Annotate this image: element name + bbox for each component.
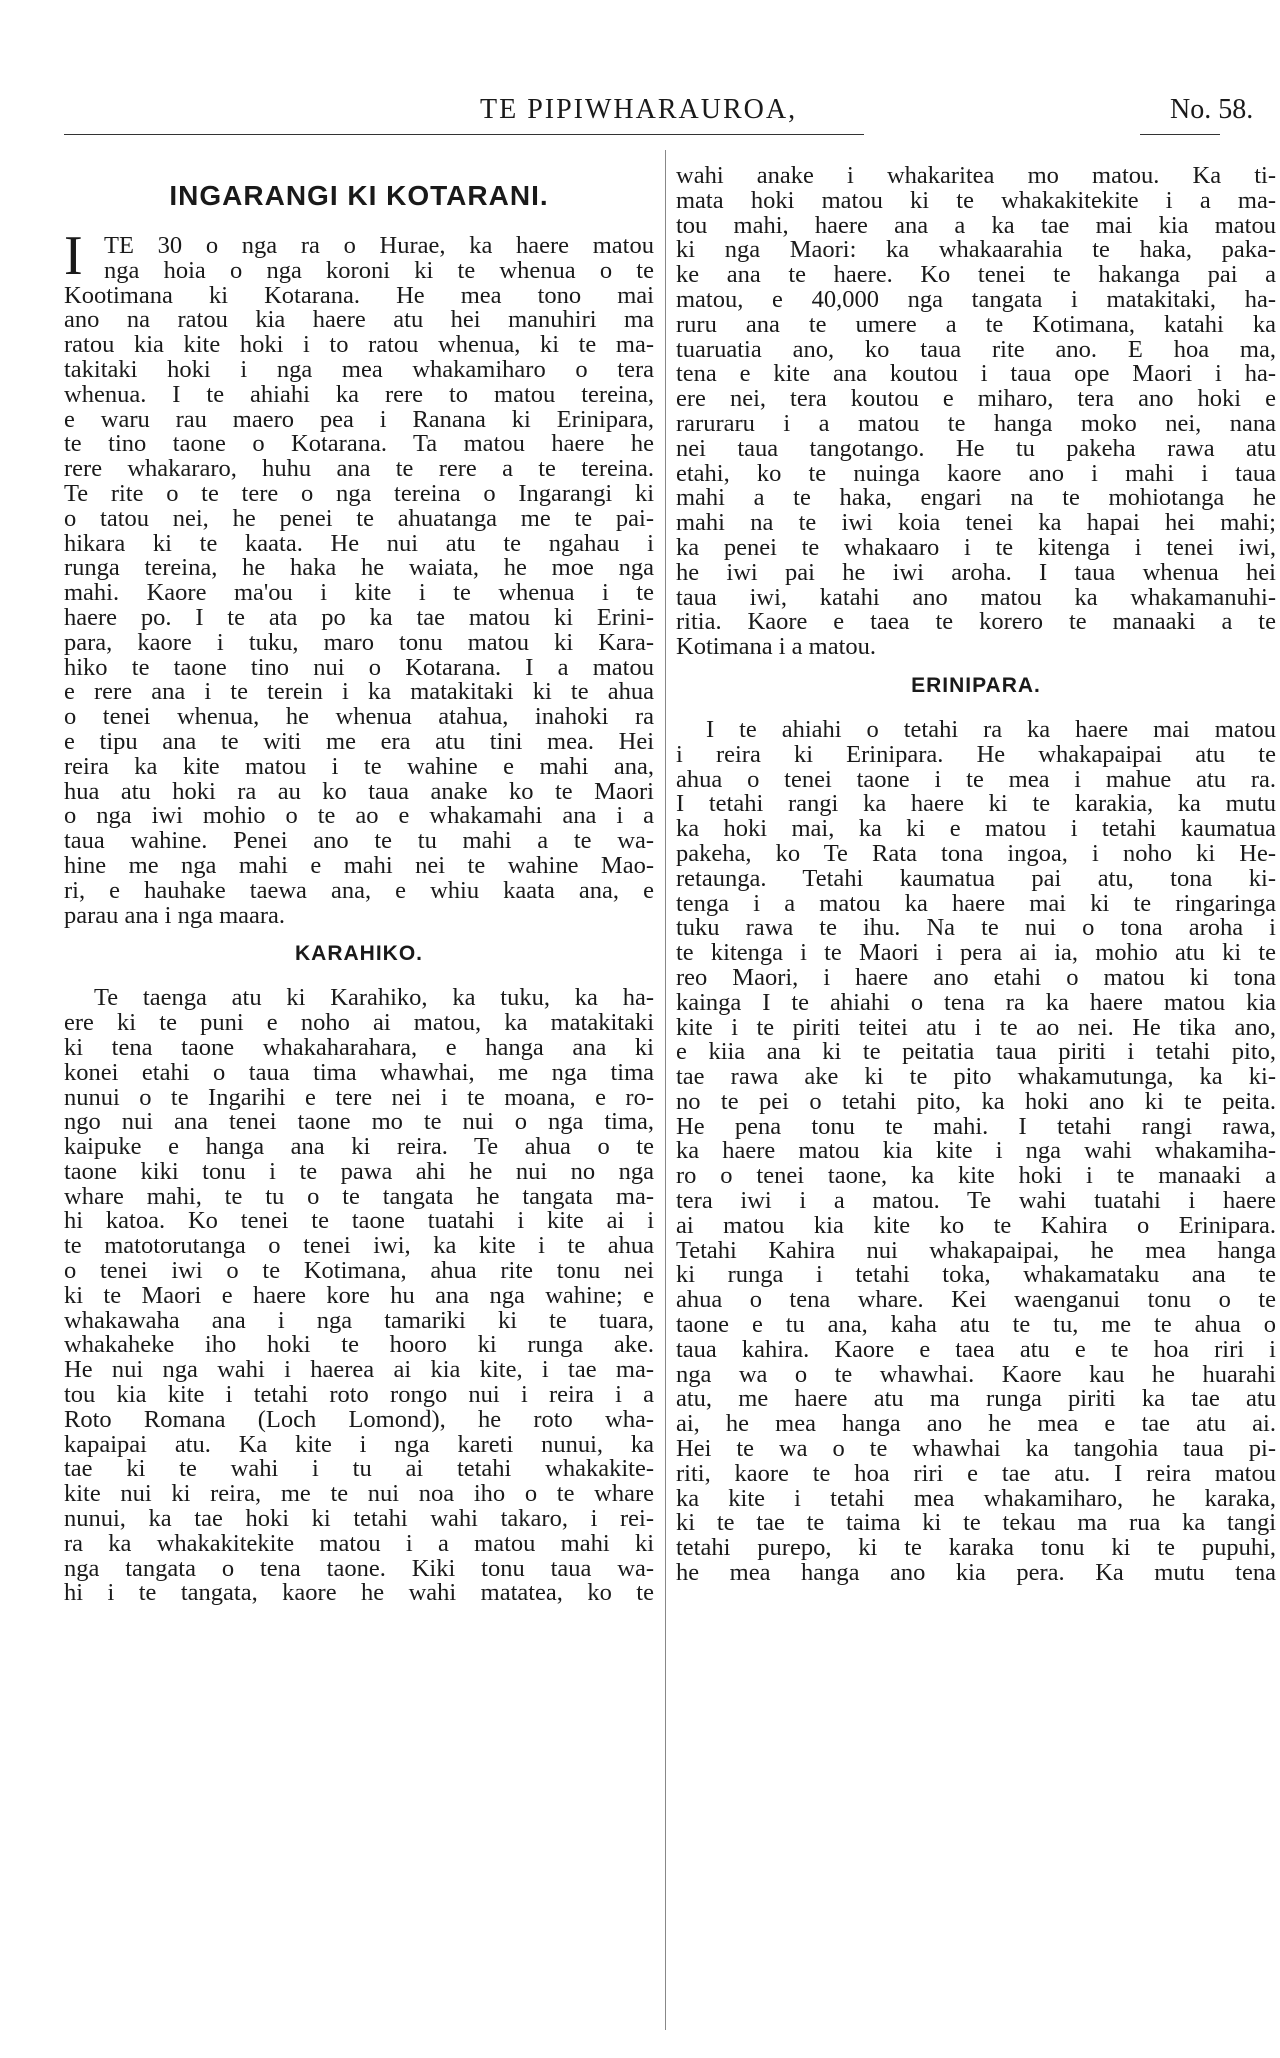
text-line: rere whakararo, huhu ana te rere a te tereina. (64, 457, 654, 482)
text-line: tou kia kite i tetahi roto rongo nui i reira i a (64, 1383, 654, 1408)
text-line: hua atu hoki ra au ko taua anake ko te Maori (64, 779, 654, 805)
text-line: TE 30 o nga ra o Hurae, ka haere matou (104, 234, 654, 259)
text-line: hine me nga mahi e mahi nei te wahine Mao- (64, 853, 654, 879)
text-line: tuku rawa te ihu. Na te nui o tona aroha i (676, 916, 1276, 942)
text-line: ai matou kia kite ko te Kahira o Erinipara. (676, 1213, 1276, 1239)
text-line: Roto Romana (Loch Lomond), he roto wha- (64, 1407, 654, 1433)
text-line: hiko te taone tino nui o Kotarana. I a matou (64, 655, 654, 681)
text-line: parau ana i nga maara. (64, 903, 286, 929)
header-rule-left (64, 134, 864, 135)
left-column (64, 164, 654, 1606)
text-line: tetahi purepo, ki te karaka tonu ki te pupuhi, (676, 1536, 1276, 1562)
intro-lines (64, 234, 654, 928)
text-line: ke ana te haere. Ko tenei te hakanga pai a (676, 263, 1276, 288)
text-line: etahi, ko te nuinga kaore ano i mahi i taua (676, 461, 1276, 487)
text-line: haere po. I te ata po ka tae matou ki Erini- (64, 605, 654, 631)
text-line: ahua o tena whare. Kei waenganui tonu o te (676, 1288, 1276, 1314)
text-line: matou, e 40,000 nga tangata i matakitaki, ha- (676, 287, 1276, 313)
section-heading-karahiko: KARAHIKO. (295, 942, 423, 966)
text-line: kainga I te ahiahi o tena ra ka haere matou kia (676, 990, 1276, 1016)
text-line: nga tangata o tena taone. Kiki tonu taua wa- (64, 1556, 654, 1582)
header-rule-right (1140, 134, 1220, 135)
text-line: Hei te wa o te whawhai ka tangohia taua pi- (676, 1437, 1276, 1462)
text-line: taone e tu ana, kaha atu te tu, me te ahua o (676, 1313, 1276, 1338)
text-line: kaipuke e hanga ana ki reira. Te ahua o te (64, 1135, 654, 1160)
text-line: ere ki te puni e noho ai matou, ka matakitaki (64, 1011, 654, 1036)
text-line: ki te tae te taima ki te tekau ma rua ka tangi (676, 1511, 1276, 1537)
text-line: reo Maori, i haere ano etahi o matou ki tona (676, 965, 1276, 991)
intro-paragraph (64, 225, 654, 929)
text-line: Te rite o te tere o nga tereina o Ingarangi ki (64, 481, 654, 507)
text-line: ruru ana te umere a te Kotimana, katahi ka (676, 312, 1276, 338)
text-line: e rere ana i te terein i ka matakitaki ki te ahua (64, 680, 654, 706)
text-line: ro o tenei taone, ka kite hoki i te manaaki a (676, 1164, 1276, 1190)
text-line: te kitenga i te Maori i pera ai ia, mohio atu ki te (676, 941, 1276, 966)
text-line: whare mahi, te tu o te tangata he tangata ma- (64, 1184, 654, 1210)
text-line: raruraru i a matou te hanga moko nei, nana (676, 411, 1276, 437)
text-line: mahi na te iwi koia tenei ka hapai hei mahi; (676, 511, 1276, 536)
text-line: para, kaore i tuku, maro tonu matou ki Kara- (64, 630, 654, 656)
text-line: atu, me haere atu ma runga piriti ka tae atu (676, 1387, 1276, 1413)
text-line: He nui nga wahi i haerea ai kia kite, i tae ma- (64, 1358, 654, 1384)
text-line: Te taenga atu ki Karahiko, ka tuku, ka ha- (94, 986, 654, 1012)
text-line: ka hoki mai, ka ki e matou i tetahi kaumatua (676, 817, 1276, 842)
text-line: ka haere matou kia kite i nga wahi whakamiha- (676, 1139, 1276, 1165)
right-column (676, 164, 1276, 1586)
text-line: ka kite i tetahi mea whakamiharo, he karaka, (676, 1486, 1276, 1512)
text-line: kite i te piriti teitei atu i te ao nei. He tika ano, (676, 1015, 1276, 1041)
text-line: kite nui ki reira, me te nui noa iho o te whare (64, 1482, 654, 1508)
text-line: whakaheke iho hoki te hooro ki runga ake. (64, 1333, 654, 1359)
text-line: whakawaha ana i nga tamariki ki te tuara, (64, 1308, 654, 1334)
text-line: hi i te tangata, kaore he wahi matatea, ko te (64, 1581, 654, 1607)
text-line: wahi anake i whakaritea mo matou. Ka ti- (676, 164, 1276, 189)
text-line: retaunga. Tetahi kaumatua pai atu, tona ki- (676, 866, 1276, 892)
text-line: hi katoa. Ko tenei te taone tuatahi i kite ai i (64, 1209, 654, 1235)
text-line: tenga i a matou ka haere mai ki te ringaringa (676, 891, 1276, 917)
text-line: ahua o tenei taone i te mea i mahue atu ra. (676, 767, 1276, 793)
text-line: nga hoia o nga koroni ki te whenua o te (104, 258, 654, 284)
text-line: runga tereina, he haka he waiata, he moe nga (64, 556, 654, 582)
column-divider (665, 150, 666, 2030)
text-line: konei etahi o taua tima whawhai, me nga tima (64, 1060, 654, 1086)
text-line: e waru rau maero pea i Ranana ki Erinipara, (64, 407, 654, 433)
text-line: tae ki te wahi i tu ai tetahi whakakite- (64, 1457, 654, 1483)
text-line: o tenei iwi o te Kotimana, ahua rite tonu nei (64, 1259, 654, 1284)
text-line: taua iwi, katahi ano matou ka whakamanuhi- (676, 585, 1276, 611)
issue-number: No. 58. (1170, 94, 1254, 125)
text-line: Tetahi Kahira nui whakapaipai, he mea hanga (676, 1238, 1276, 1264)
text-line: taua wahine. Penei ano te tu mahi a te wa- (64, 829, 654, 854)
text-line: Kotimana i a matou. (676, 635, 877, 660)
text-line: taone kiki tonu i te pawa ahi he nui no nga (64, 1159, 654, 1185)
text-line: e kiia ana ki te peitatia taua piriti i tetahi pito, (676, 1040, 1276, 1066)
text-line: pakeha, ko Te Rata tona ingoa, i noho ki He- (676, 841, 1276, 867)
text-line: tuaruatia ano, ko taua rite ano. E hoa ma, (676, 337, 1276, 363)
text-line: ai, he mea hanga ano he mea e tae atu ai. (676, 1412, 1276, 1438)
text-line: hikara ki te kaata. He nui atu te ngahau i (64, 531, 654, 557)
text-line: ere nei, tera koutou e miharo, tera ano hoki e (676, 387, 1276, 412)
text-line: mahi a te haka, engari na te mohiotanga he (676, 486, 1276, 512)
text-line: tera iwi i a matou. Te wahi tuatahi i haere (676, 1189, 1276, 1214)
text-line: mata hoki matou ki te whakakitekite i a ma- (676, 188, 1276, 214)
continued-paragraph (676, 164, 1276, 660)
text-line: He pena tonu te mahi. I tetahi rangi rawa, (676, 1114, 1276, 1140)
text-line: ki tena taone whakaharahara, e hanga ana ki (64, 1035, 654, 1061)
text-line: tena e kite ana koutou i taua ope Maori i ha- (676, 362, 1276, 388)
text-line: I te ahiahi o tetahi ra ka haere mai matou (706, 717, 1276, 743)
text-line: ratou kia kite hoki i to ratou whenua, ki te ma- (64, 333, 654, 358)
text-line: o nga iwi mohio o te ao e whakamahi ana i a (64, 804, 654, 830)
text-line: no te pei o tetahi pito, ka hoki ano ki te peita. (676, 1089, 1276, 1115)
text-line: riti, kaore te hoa riri e tae atu. I reira matou (676, 1461, 1276, 1487)
text-line: ano na ratou kia haere atu hei manuhiri ma (64, 308, 654, 334)
text-line: o tatou nei, he penei te ahuatanga me te pai- (64, 506, 654, 532)
drop-cap: I (64, 225, 83, 287)
text-line: kapaipai atu. Ka kite i nga kareti nunui, ka (64, 1432, 654, 1458)
text-line: te matotorutanga o tenei iwi, ka kite i te ahua (64, 1234, 654, 1260)
text-line: e tipu ana te witi me era atu tini mea. Hei (64, 729, 654, 755)
text-line: nga wa o te whawhai. Kaore kau he huarahi (676, 1362, 1276, 1388)
karahiko-paragraph (64, 986, 654, 1606)
text-line: ra ka whakakitekite matou i a matou mahi ki (64, 1531, 654, 1557)
article-heading: INGARANGI KI KOTARANI. (169, 180, 549, 211)
text-line: te tino taone o Kotarana. Ta matou haere he (64, 432, 654, 458)
text-line: i reira ki Erinipara. He whakapaipai atu te (676, 742, 1276, 768)
text-line: nei taua tangotango. He tu pakeha rawa atu (676, 436, 1276, 462)
text-line: ri, e hauhake taewa ana, e whiu kaata ana, e (64, 878, 654, 904)
text-line: nunui, ka tae hoki ki tetahi wahi takaro, i rei- (64, 1507, 654, 1532)
text-line: mahi. Kaore ma'ou i kite i te whenua i te (64, 581, 654, 606)
text-line: I tetahi rangi ka haere ki te karakia, ka mutu (676, 792, 1276, 818)
text-line: he iwi pai he iwi aroha. I taua whenua hei (676, 560, 1276, 586)
text-line: tae rawa ake ki te pito whakamutunga, ka ki- (676, 1065, 1276, 1090)
text-line: he mea hanga ano kia pera. Ka mutu tena (676, 1561, 1276, 1586)
text-line: ngo nui ana tenei taone mo te nui o nga tima, (64, 1110, 654, 1136)
text-line: ka penei te whakaaro i te kitenga i tenei iwi, (676, 535, 1276, 561)
text-line: taua kahira. Kaore e taea atu e te hoa riri i (676, 1337, 1276, 1363)
text-line: takitaki hoki i nga mea whakamiharo o tera (64, 357, 654, 383)
text-line: ki nga Maori: ka whakaarahia te haka, paka- (676, 238, 1276, 264)
page-header (70, 94, 1278, 138)
text-line: ki te Maori e haere kore hu ana nga wahine; e (64, 1283, 654, 1309)
erinipara-paragraph (676, 718, 1276, 1586)
text-line: ki runga i tetahi toka, whakamataku ana te (676, 1263, 1276, 1289)
text-line: whenua. I te ahiahi ka rere to matou tereina, (64, 382, 654, 408)
section-heading-erinipara: ERINIPARA. (911, 673, 1041, 697)
text-line: ritia. Kaore e taea te korero te manaaki a te (676, 610, 1276, 636)
text-line: reira ka kite matou i te wahine e mahi ana, (64, 754, 654, 780)
newspaper-title: TE PIPIWHARAUROA, (480, 94, 798, 125)
text-line: tou mahi, haere ana a ka tae mai kia matou (676, 213, 1276, 239)
text-line: o tenei whenua, he whenua atahua, inahoki ra (64, 705, 654, 730)
text-line: nunui o te Ingarihi e tere nei i te moana, e ro- (64, 1085, 654, 1111)
text-line: Kootimana ki Kotarana. He mea tono mai (64, 283, 654, 309)
